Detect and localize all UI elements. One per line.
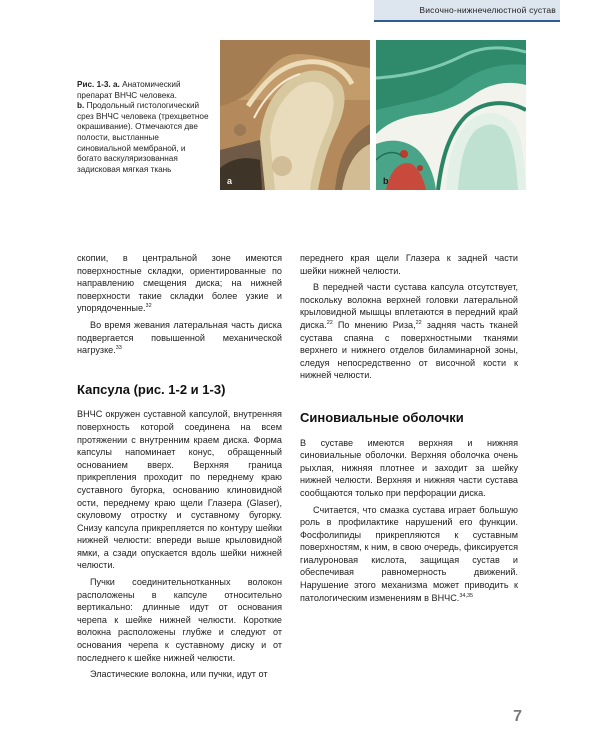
left-paragraph-5: Эластические волокна, или пучки, идут от [90,669,268,680]
caption-a-marker: a. [113,80,120,89]
ref-33: 33 [115,345,122,352]
running-header [374,0,560,22]
left-paragraph-1: скопии, в центральной зоне имеются поверхностные складки, ориентированные по направлению смещения диска; на нижней поверхности такие складки более узкие и упорядоченные.$^{32}$ [77,253,282,314]
caption-a-text: Анатомический препарат ВНЧС человека. [77,80,181,100]
ref-22a: 22 [326,319,333,326]
ref-32: 32 [145,303,152,310]
left-paragraph-3: ВНЧС окружен суставной капсулой, внутренняя поверхность которой соединена на всем протяжении с внутренним краем диска. Форма капсулы напоминает конус, обращенный основанием вверх. Верхняя граница прикрепления проходит по переднему краю суставного бугорка, основанию клиновидной ости, переднему краю щели Глазера (Glaser), скуловому отростку и суставному бугорку. Снизу капсула прикрепляется по контуру шейки нижней челюсти: впереди выше крыловидной ямки, а сзади опускается вдоль шейки нижней челюсти. [77,409,282,571]
ref-34-35: 34,35 [459,592,474,599]
page-number: 7 [513,708,522,725]
caption-b-text: Продольный гистологический срез ВНЧС человека (трехцветное окрашивание). Отмечаются две полости, выстланные синовиальной мембраной, и богато васкуляризованная задисковая мягкая ткань [77,101,209,174]
left-paragraph-4: Пучки соединительнотканных волокон расположены в капсуле относительно вертикально: длинные идут от основания черепа к шейке нижней челюсти. Короткие волокна расположены глубже и следуют от основания черепа к суставному диску и от последнего к шейке нижней челюсти. [77,577,282,663]
right-paragraph-1: переднего края щели Глазера к задней части шейки нижней челюсти. [300,253,518,276]
left-column [77,252,282,685]
figure-caption [77,80,209,175]
anatomical-specimen-photo [220,40,370,190]
synovial-heading: Синовиальные оболочки [300,409,464,425]
right-paragraph-4: Считается, что смазка сустава играет большую роль в профилактике нарушений его функции. Фосфолипиды прикрепляются к суставным поверхностям, к ним, в свою очередь, фиксируется гиалуроновая кислота, защищая сустав и обеспечивая равномерность движений. Нарушение этого механизма может приводить к патологическим изменениям в ВНЧС.$^{34,35}$ [300,504,518,603]
capsule-heading: Капсула (рис. 1-2 и 1-3) [77,381,226,397]
left-paragraph-2: Во время жевания латеральная часть диска подвергается повышенной механической нагрузке.$^{33}$ [77,319,282,356]
running-header-title: Височно-нижнечелюстной сустав [419,5,556,15]
right-paragraph-3: В суставе имеются верхняя и нижняя синовиальные оболочки. Верхняя оболочка очень рыхлая, нижняя плотнее и заходит за шейку нижней челюсти. Верхняя и нижняя части сустава сообщаются только при перфорации диска. [300,437,518,498]
caption-b-marker: b. [77,101,85,111]
photo-label-a: a [227,176,233,186]
right-paragraph-2: В передней части сустава капсула отсутствует, поскольку волокна верхней головки латеральной крыловидной мышцы вплетаются в передний край диска.$^{22}$ По мнению Риза,$^{22}$ задняя часть тканей сустава спаяна с поверхностными тканями верхнего и нижнего отделов биламинарной зоны, следуя непосредственно от височной кости к нижней челюсти. [300,282,518,381]
caption-lead: Рис. 1-3. [77,80,111,89]
photo-label-b: b [383,176,389,186]
histological-section-photo [376,40,526,190]
ref-22b: 22 [415,319,422,326]
right-column [300,252,518,608]
